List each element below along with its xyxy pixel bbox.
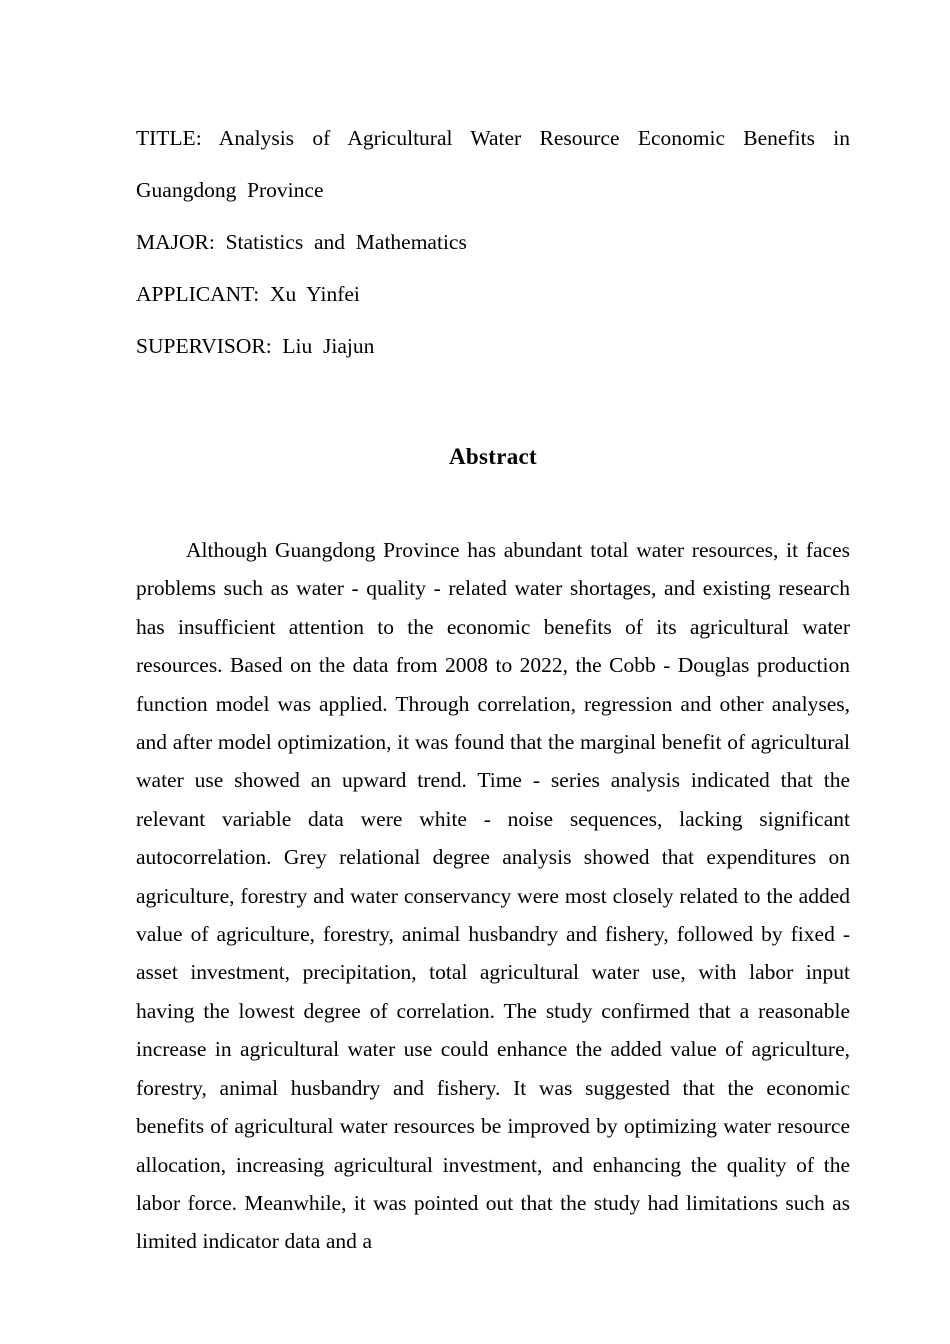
abstract-body-paragraph: Although Guangdong Province has abundant total water resources, it faces problems such as water - quality - related water shortages, and existing research has insufficient attention to the economic benefits of its agricultural water resources. Based on the data from 2008 to 2022, the Cobb - Douglas production function model was applied. Through correlation, regression and other analyses, and after model optimization, it was found that the marginal benefit of agricultural water use showed an upward trend. Time - series analysis indicated that the relevant variable data were white - noise sequences, lacking significant autocorrelation. Grey relational degree analysis showed that expenditures on agriculture, forestry and water conservancy were most closely related to the added value of agriculture, forestry, animal husbandry and fishery, followed by fixed - asset investment, precipitation, total agricultural water use, with labor input having the lowest degree of correlation. The study confirmed that a reasonable increase in agricultural water use could enhance the added value of agriculture, forestry, animal husbandry and fishery. It was suggested that the economic benefits of agricultural water resources be improved by optimizing water resource allocation, increasing agricultural investment, and enhancing the quality of the labor force. Meanwhile, it was pointed out that the study had limitations such as limited indicator data and a xyxy=(136,538,850,1254)
page-content-column xyxy=(136,0,856,1261)
front-matter-major-line: MAJOR: Statistics and Mathematics xyxy=(136,230,467,254)
front-matter-title-line: TITLE: Analysis of Agricultural Water Resource Economic Benefits in Guangdong Province xyxy=(136,126,856,202)
front-matter-supervisor-line: SUPERVISOR: Liu Jiajun xyxy=(136,334,375,358)
abstract-heading: Abstract xyxy=(449,444,537,469)
front-matter-applicant-line: APPLICANT: Xu Yinfei xyxy=(136,282,360,306)
front-matter-block xyxy=(136,0,856,372)
